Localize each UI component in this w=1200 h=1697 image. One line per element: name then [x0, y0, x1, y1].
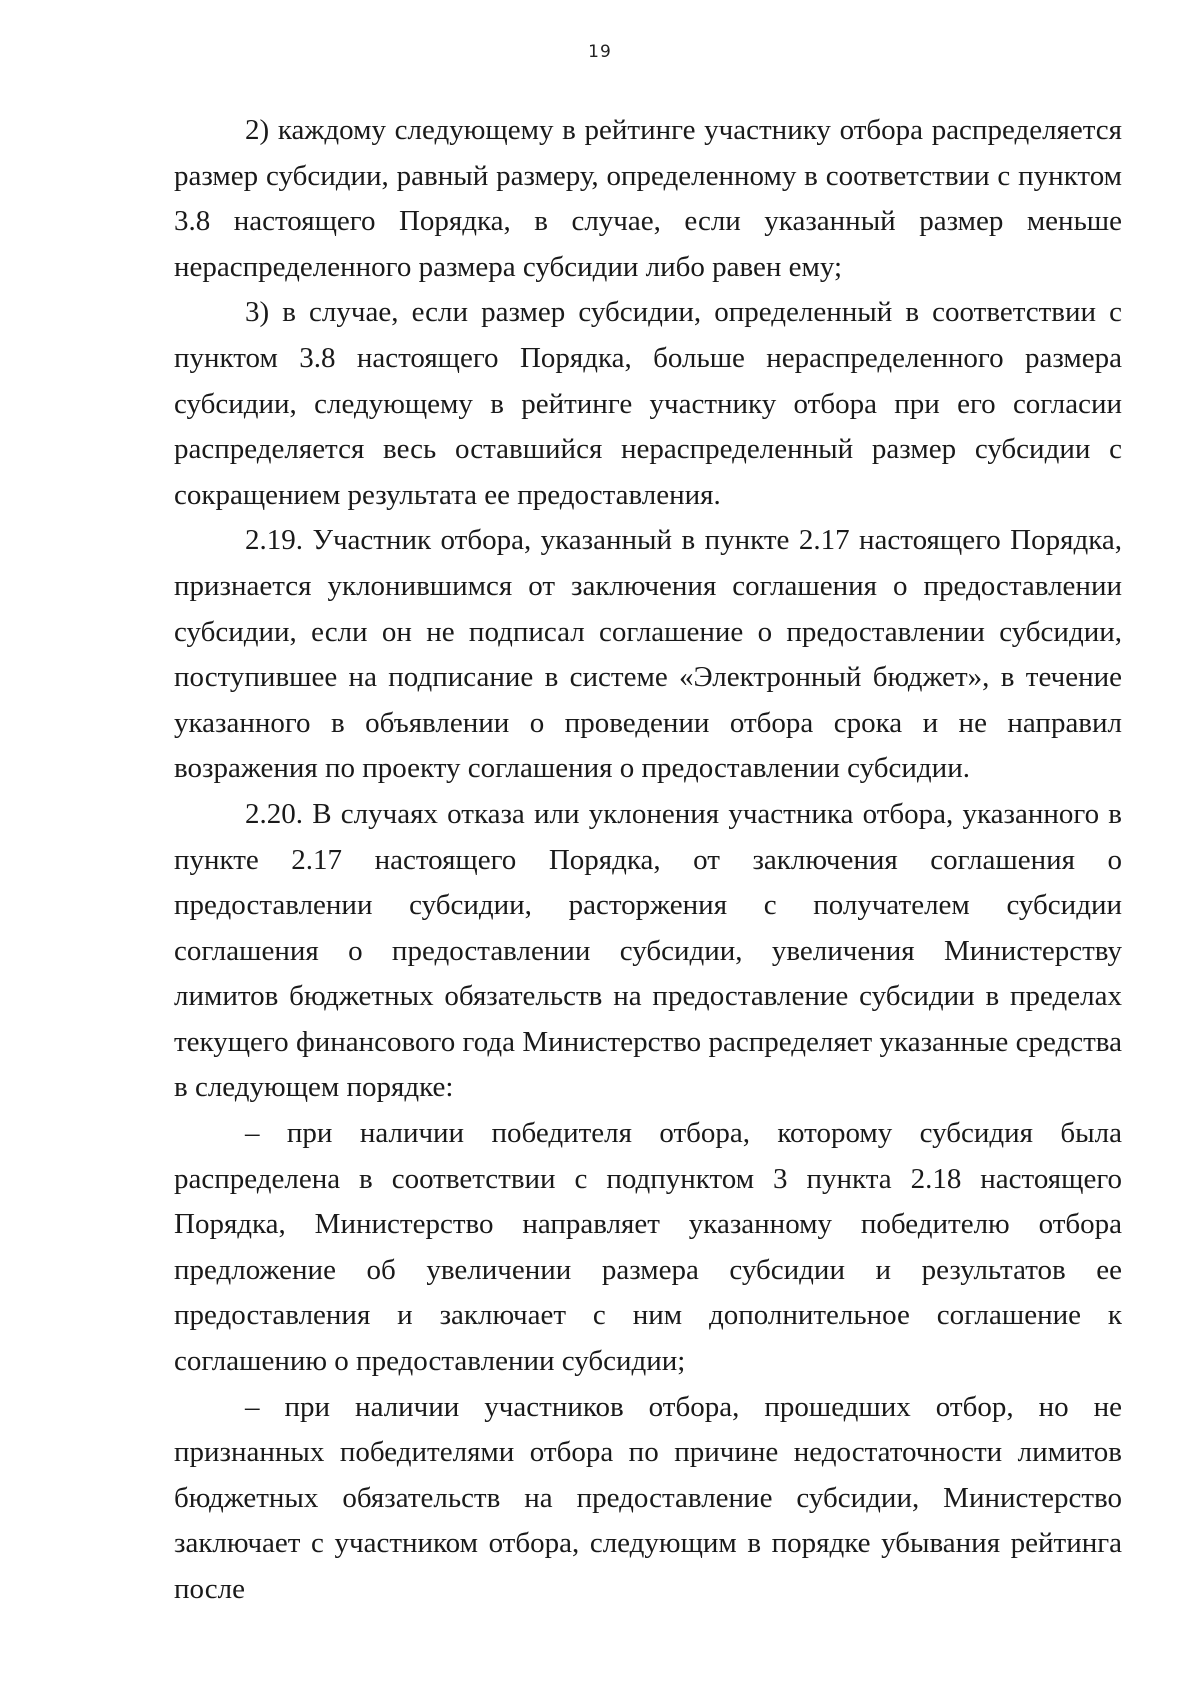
page-number: 19: [588, 42, 612, 62]
paragraph-dash-winner: – при наличии победителя отбора, которому субсидия была распределена в соответствии с подпунктом 3 пункта 2.18 настоящего Порядка, Министерство направляет указанному победителю отбора предложение об увеличении размера субсидии и результатов ее предоставления и заключает с ним дополнительное соглашение к соглашению о предоставлении субсидии;: [174, 1117, 1122, 1378]
paragraph-2-19: 2.19. Участник отбора, указанный в пункте 2.17 настоящего Порядка, признается уклонившимся от заключения соглашения о предоставлении субсидии, если он не подписал соглашение о предоставлении субсидии, поступившее на подписание в системе «Электронный бюджет», в течение указанного в объявлении о проведении отбора срока и не направил возражения по проекту соглашения о предоставлении субсидии.: [174, 524, 1122, 785]
paragraph-2-20: 2.20. В случаях отказа или уклонения участника отбора, указанного в пункте 2.17 настоящего Порядка, от заключения соглашения о предоставлении субсидии, расторжения с получателем субсидии соглашения о предоставлении субсидии, увеличения Министерству лимитов бюджетных обязательств на предоставление субсидии в пределах текущего финансового года Министерство распределяет указанные средства в следующем порядке:: [174, 797, 1122, 1104]
paragraph-item-2: 2) каждому следующему в рейтинге участнику отбора распределяется размер субсидии, равный размеру, определенному в соответствии с пунктом 3.8 настоящего Порядка, в случае, если указанный размер меньше нераспределенного размера субсидии либо равен ему;: [174, 114, 1122, 283]
document-body: [174, 108, 1122, 1613]
paragraph-item-3: 3) в случае, если размер субсидии, определенный в соответствии с пунктом 3.8 настоящего Порядка, больше нераспределенного размера субсидии, следующему в рейтинге участнику отбора при его согласии распределяется весь оставшийся нераспределенный размер субсидии с сокращением результата ее предоставления.: [174, 296, 1122, 511]
paragraph-dash-participants: – при наличии участников отбора, прошедших отбор, но не признанных победителями отбора по причине недостаточности лимитов бюджетных обязательств на предоставление субсидии, Министерство заключает с участником отбора, следующим в порядке убывания рейтинга после: [174, 1390, 1122, 1605]
